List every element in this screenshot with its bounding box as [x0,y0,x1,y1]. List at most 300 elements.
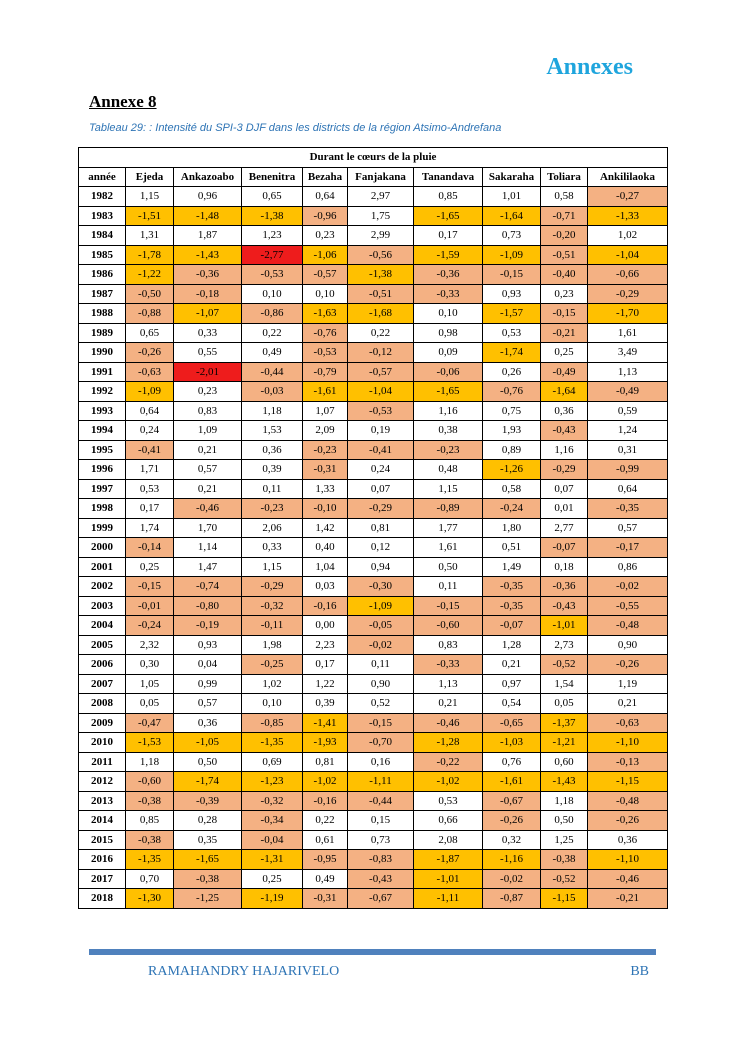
spi-value-cell: 0,57 [588,518,668,538]
spi-value-cell: 0,21 [588,694,668,714]
year-cell: 2009 [79,713,126,733]
spi-value-cell: -1,19 [242,889,303,909]
spi-value-cell: -0,41 [348,440,414,460]
spi-value-cell: 0,90 [588,635,668,655]
spi-value-cell: -1,04 [588,245,668,265]
spi-value-cell: 2,06 [242,518,303,538]
spi-value-cell: 0,58 [541,187,588,207]
spi-value-cell: 0,97 [483,674,541,694]
spi-value-cell: -0,02 [588,577,668,597]
spi-value-cell: -0,86 [242,304,303,324]
column-header: Ejeda [126,167,174,187]
year-cell: 2005 [79,635,126,655]
spi-value-cell: -1,28 [414,733,483,753]
spi-value-cell: -0,04 [242,830,303,850]
spi-value-cell: -0,80 [174,596,242,616]
spi-value-cell: 1,15 [242,557,303,577]
spi-value-cell: -1,22 [126,265,174,285]
spi-value-cell: 1,07 [303,401,348,421]
spi-value-cell: -0,35 [483,596,541,616]
spi-value-cell: 1,23 [242,226,303,246]
spi-value-cell: -0,13 [588,752,668,772]
spi-value-cell: -1,09 [483,245,541,265]
spi-value-cell: 0,24 [348,460,414,480]
table-row [79,323,668,343]
spi-value-cell: -0,70 [348,733,414,753]
table-row [79,343,668,363]
spi-value-cell: -0,60 [414,616,483,636]
spi-value-cell: 0,50 [541,811,588,831]
spi-value-cell: 0,28 [174,811,242,831]
spi-value-cell: 1,15 [126,187,174,207]
table-row [79,752,668,772]
spi-value-cell: 0,57 [174,694,242,714]
spi-value-cell: -1,11 [348,772,414,792]
spi-value-cell: 0,65 [126,323,174,343]
spi-value-cell: 0,60 [541,752,588,772]
spi-value-cell: -0,76 [303,323,348,343]
table-row [79,362,668,382]
table-row [79,733,668,753]
spi-value-cell: 0,53 [126,479,174,499]
year-cell: 2010 [79,733,126,753]
spi-value-cell: -0,03 [242,382,303,402]
year-cell: 2015 [79,830,126,850]
spi-value-cell: -0,33 [414,284,483,304]
spi-value-cell: -0,33 [414,655,483,675]
spi-value-cell: 0,59 [588,401,668,421]
spi-value-cell: 1,01 [483,187,541,207]
spi-value-cell: -0,99 [588,460,668,480]
spi-value-cell: -0,79 [303,362,348,382]
spi-value-cell: 1,22 [303,674,348,694]
spi-value-cell: 0,19 [348,421,414,441]
year-cell: 1995 [79,440,126,460]
table-row [79,791,668,811]
spi-value-cell: 0,10 [242,694,303,714]
spi-value-cell: 1,02 [242,674,303,694]
year-cell: 2012 [79,772,126,792]
spi-value-cell: 0,64 [126,401,174,421]
spi-value-cell: -1,05 [174,733,242,753]
year-cell: 1998 [79,499,126,519]
spi-table [78,147,668,909]
spi-value-cell: -0,16 [303,596,348,616]
year-cell: 1989 [79,323,126,343]
spi-value-cell: 3,49 [588,343,668,363]
spi-value-cell: 0,04 [174,655,242,675]
spi-value-cell: -0,63 [588,713,668,733]
spi-value-cell: -0,12 [348,343,414,363]
spi-value-cell: -0,96 [303,206,348,226]
spi-value-cell: 0,16 [348,752,414,772]
spi-value-cell: -0,23 [242,499,303,519]
spi-value-cell: -0,53 [348,401,414,421]
year-cell: 1991 [79,362,126,382]
spi-value-cell: -0,89 [414,499,483,519]
spi-value-cell: 0,65 [242,187,303,207]
spi-value-cell: 0,23 [174,382,242,402]
spi-value-cell: -0,24 [126,616,174,636]
year-cell: 2001 [79,557,126,577]
year-cell: 2002 [79,577,126,597]
spi-value-cell: -0,31 [303,460,348,480]
spi-value-cell: -0,07 [541,538,588,558]
spi-value-cell: 0,61 [303,830,348,850]
column-header: Benenitra [242,167,303,187]
spi-value-cell: -1,51 [126,206,174,226]
spi-value-cell: -0,71 [541,206,588,226]
table-row [79,850,668,870]
table-row [79,869,668,889]
spi-value-cell: 1,33 [303,479,348,499]
spi-value-cell: -0,48 [588,616,668,636]
year-cell: 2003 [79,596,126,616]
spi-value-cell: 1,25 [541,830,588,850]
table-row [79,479,668,499]
spi-value-cell: 0,96 [174,187,242,207]
spi-value-cell: 0,05 [126,694,174,714]
spi-value-cell: -0,48 [588,791,668,811]
table-row [79,499,668,519]
spi-value-cell: 1,13 [414,674,483,694]
spi-value-cell: 1,49 [483,557,541,577]
spi-value-cell: -1,61 [483,772,541,792]
spi-value-cell: -0,22 [414,752,483,772]
spi-value-cell: -0,52 [541,655,588,675]
spi-value-cell: -1,41 [303,713,348,733]
spi-value-cell: 0,17 [303,655,348,675]
table-row [79,772,668,792]
spi-value-cell: 1,19 [588,674,668,694]
spi-value-cell: -1,06 [303,245,348,265]
spi-value-cell: 1,18 [541,791,588,811]
column-header-row [79,167,668,187]
spi-value-cell: 1,24 [588,421,668,441]
spi-value-cell: -1,35 [126,850,174,870]
spi-value-cell: -0,30 [348,577,414,597]
spi-value-cell: -1,02 [303,772,348,792]
table-row [79,440,668,460]
spi-value-cell: 0,39 [303,694,348,714]
table-row [79,518,668,538]
spi-value-cell: 0,55 [174,343,242,363]
spi-value-cell: -1,16 [483,850,541,870]
spi-value-cell: 0,22 [242,323,303,343]
spi-value-cell: 1,16 [541,440,588,460]
spi-value-cell: -0,50 [126,284,174,304]
table-row [79,187,668,207]
spi-value-cell: -1,21 [541,733,588,753]
table-row [79,226,668,246]
table-row [79,655,668,675]
spi-value-cell: -0,38 [126,830,174,850]
spi-value-cell: -1,70 [588,304,668,324]
spi-value-cell: 0,07 [541,479,588,499]
spi-value-cell: -1,30 [126,889,174,909]
spi-value-cell: 0,50 [414,557,483,577]
spi-value-cell: 1,15 [414,479,483,499]
spi-value-cell: 2,32 [126,635,174,655]
spi-value-cell: 0,93 [483,284,541,304]
spi-value-cell: -1,31 [242,850,303,870]
spi-value-cell: -1,01 [414,869,483,889]
spi-value-cell: 1,13 [588,362,668,382]
year-cell: 1999 [79,518,126,538]
spi-value-cell: 0,57 [174,460,242,480]
table-row [79,889,668,909]
table-row [79,421,668,441]
table-row [79,284,668,304]
spi-value-cell: 1,54 [541,674,588,694]
spi-value-cell: 0,25 [541,343,588,363]
spi-value-cell: 0,09 [414,343,483,363]
spi-value-cell: 2,08 [414,830,483,850]
spi-value-cell: -1,33 [588,206,668,226]
spi-value-cell: 0,21 [174,479,242,499]
spi-value-cell: -0,16 [303,791,348,811]
year-cell: 2004 [79,616,126,636]
spi-value-cell: -1,43 [541,772,588,792]
spi-value-cell: -0,07 [483,616,541,636]
spi-value-cell: 0,11 [414,577,483,597]
spi-value-cell: 2,23 [303,635,348,655]
spi-value-cell: 0,22 [348,323,414,343]
spi-value-cell: -1,07 [174,304,242,324]
spi-value-cell: -0,14 [126,538,174,558]
spi-value-cell: 1,71 [126,460,174,480]
spi-value-cell: -1,10 [588,850,668,870]
spi-value-cell: -0,43 [348,869,414,889]
spi-value-cell: 0,70 [126,869,174,889]
year-cell: 1985 [79,245,126,265]
spi-value-cell: 0,35 [174,830,242,850]
year-cell: 1994 [79,421,126,441]
column-header: Fanjakana [348,167,414,187]
year-cell: 1988 [79,304,126,324]
spi-value-cell: 2,97 [348,187,414,207]
table-row [79,577,668,597]
year-cell: 1993 [79,401,126,421]
spi-value-cell: -0,21 [541,323,588,343]
spi-value-cell: 0,05 [541,694,588,714]
spi-value-cell: -0,01 [126,596,174,616]
spi-value-cell: 0,33 [174,323,242,343]
spi-value-cell: 0,69 [242,752,303,772]
spi-value-cell: -0,46 [414,713,483,733]
spi-value-cell: 2,99 [348,226,414,246]
spi-value-cell: 0,17 [126,499,174,519]
spi-value-cell: -0,46 [588,869,668,889]
spi-value-cell: -0,39 [174,791,242,811]
spi-value-cell: 0,94 [348,557,414,577]
spi-value-cell: -0,24 [483,499,541,519]
table-row [79,830,668,850]
spi-value-cell: 0,15 [348,811,414,831]
spi-value-cell: -0,47 [126,713,174,733]
spi-value-cell: 1,18 [242,401,303,421]
spi-value-cell: -0,35 [483,577,541,597]
spi-value-cell: 0,40 [303,538,348,558]
spi-value-cell: -0,34 [242,811,303,831]
spi-value-cell: -0,88 [126,304,174,324]
spi-value-cell: 1,75 [348,206,414,226]
spi-value-cell: -1,64 [541,382,588,402]
spi-value-cell: -0,29 [541,460,588,480]
year-cell: 1992 [79,382,126,402]
year-cell: 2016 [79,850,126,870]
column-header: Sakaraha [483,167,541,187]
table-row [79,206,668,226]
spi-value-cell: 0,85 [414,187,483,207]
spi-value-cell: 0,36 [174,713,242,733]
spi-value-cell: -1,53 [126,733,174,753]
spi-value-cell: -1,38 [348,265,414,285]
spi-value-cell: 0,23 [303,226,348,246]
spi-value-cell: 0,10 [242,284,303,304]
spi-value-cell: -0,26 [588,811,668,831]
spi-value-cell: -1,87 [414,850,483,870]
spi-value-cell: 0,93 [174,635,242,655]
spi-value-cell: -1,03 [483,733,541,753]
year-cell: 2008 [79,694,126,714]
spi-value-cell: -0,36 [541,577,588,597]
spi-value-cell: -0,87 [483,889,541,909]
column-header: Toliara [541,167,588,187]
spi-value-cell: 0,07 [348,479,414,499]
spi-value-cell: 1,05 [126,674,174,694]
spi-value-cell: 0,54 [483,694,541,714]
spi-value-cell: -0,11 [242,616,303,636]
spi-value-cell: 1,42 [303,518,348,538]
spi-value-cell: -0,25 [242,655,303,675]
spi-value-cell: 0,00 [303,616,348,636]
column-header: Ankazoabo [174,167,242,187]
spi-value-cell: -0,55 [588,596,668,616]
spi-value-cell: 1,04 [303,557,348,577]
spi-value-cell: -1,61 [303,382,348,402]
year-cell: 1982 [79,187,126,207]
spi-value-cell: 0,51 [483,538,541,558]
spi-value-cell: -0,20 [541,226,588,246]
spi-value-cell: -0,57 [348,362,414,382]
spi-value-cell: 0,10 [414,304,483,324]
spi-value-cell: -0,74 [174,577,242,597]
spi-value-cell: -1,78 [126,245,174,265]
spi-value-cell: -1,26 [483,460,541,480]
group-header-row [79,148,668,168]
spi-value-cell: 1,87 [174,226,242,246]
spi-value-cell: -0,36 [174,265,242,285]
spi-value-cell: -1,25 [174,889,242,909]
table-row [79,596,668,616]
spi-value-cell: 0,53 [483,323,541,343]
spi-value-cell: 0,03 [303,577,348,597]
spi-value-cell: -0,10 [303,499,348,519]
table-row [79,265,668,285]
table-row [79,460,668,480]
spi-value-cell: 0,85 [126,811,174,831]
spi-value-cell: -1,59 [414,245,483,265]
spi-value-cell: -0,53 [303,343,348,363]
spi-value-cell: -0,29 [242,577,303,597]
spi-value-cell: -1,11 [414,889,483,909]
year-cell: 2013 [79,791,126,811]
spi-value-cell: 0,17 [414,226,483,246]
table-row [79,674,668,694]
spi-value-cell: -0,83 [348,850,414,870]
spi-value-cell: -1,15 [541,889,588,909]
spi-value-cell: -0,05 [348,616,414,636]
spi-value-cell: -1,02 [414,772,483,792]
spi-value-cell: -0,23 [414,440,483,460]
spi-value-cell: -1,74 [174,772,242,792]
table-row [79,811,668,831]
spi-value-cell: 0,58 [483,479,541,499]
spi-value-cell: 0,50 [174,752,242,772]
spi-value-cell: -1,64 [483,206,541,226]
spi-value-cell: -0,23 [303,440,348,460]
spi-value-cell: -0,46 [174,499,242,519]
spi-value-cell: -0,43 [541,421,588,441]
year-cell: 2011 [79,752,126,772]
table-row [79,401,668,421]
spi-value-cell: 2,73 [541,635,588,655]
spi-value-cell: 1,80 [483,518,541,538]
spi-value-cell: 0,33 [242,538,303,558]
spi-value-cell: 0,90 [348,674,414,694]
year-cell: 1986 [79,265,126,285]
spi-value-cell: -0,36 [414,265,483,285]
spi-value-cell: -0,53 [242,265,303,285]
spi-value-cell: 0,66 [414,811,483,831]
spi-value-cell: -1,01 [541,616,588,636]
table-row [79,694,668,714]
spi-value-cell: 0,98 [414,323,483,343]
year-cell: 1983 [79,206,126,226]
year-cell: 2014 [79,811,126,831]
spi-value-cell: -0,18 [174,284,242,304]
spi-value-cell: 0,10 [303,284,348,304]
spi-value-cell: -0,57 [303,265,348,285]
spi-value-cell: 1,14 [174,538,242,558]
spi-value-cell: 1,93 [483,421,541,441]
spi-value-cell: 1,61 [414,538,483,558]
group-header: Durant le cœurs de la pluie [79,148,668,168]
spi-value-cell: 0,86 [588,557,668,577]
column-header: Ankililaoka [588,167,668,187]
spi-value-cell: 0,36 [588,830,668,850]
spi-value-cell: -0,51 [541,245,588,265]
spi-value-cell: 0,75 [483,401,541,421]
spi-value-cell: 1,77 [414,518,483,538]
spi-value-cell: 0,81 [303,752,348,772]
spi-value-cell: -0,35 [588,499,668,519]
spi-value-cell: 0,36 [541,401,588,421]
spi-value-cell: -0,15 [126,577,174,597]
spi-value-cell: -0,67 [348,889,414,909]
spi-value-cell: 0,53 [414,791,483,811]
spi-value-cell: -0,21 [588,889,668,909]
spi-value-cell: 0,22 [303,811,348,831]
spi-value-cell: 0,52 [348,694,414,714]
spi-value-cell: 1,09 [174,421,242,441]
spi-value-cell: 0,21 [483,655,541,675]
spi-value-cell: -0,49 [588,382,668,402]
spi-value-cell: -0,63 [126,362,174,382]
spi-value-cell: 1,18 [126,752,174,772]
spi-value-cell: -0,32 [242,596,303,616]
